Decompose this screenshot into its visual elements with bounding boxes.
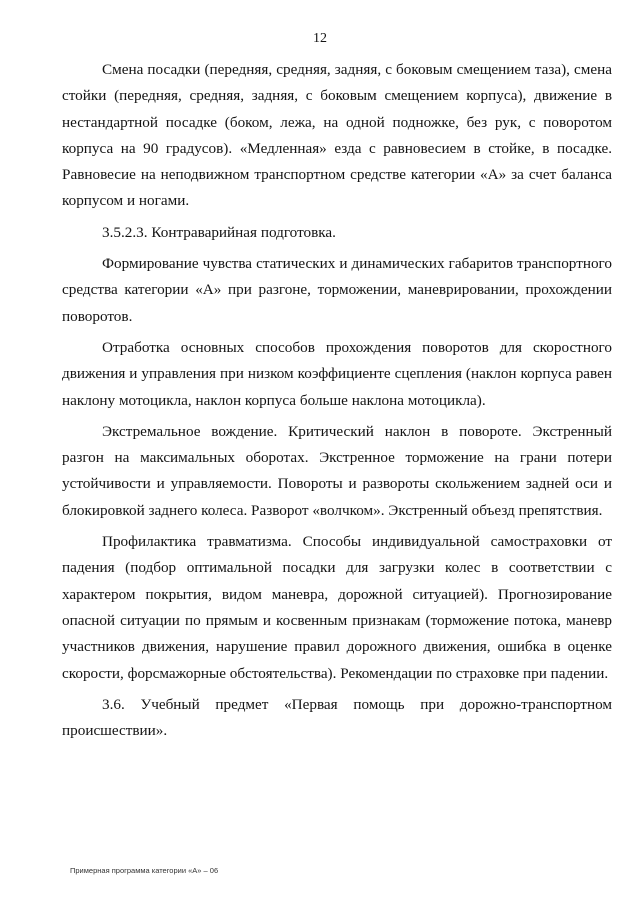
page-footer: Примерная программа категории «А» – 06 [70, 866, 219, 875]
paragraph-seating-changes: Смена посадки (передняя, средняя, задняя, с боковым смещением таза), смена стойки (передняя, средняя, задняя, с боковым смещением корпуса), движение в нестандартной посадке (боком, лежа, на одной подножке, без рук, с поворотом корпуса на 90 градусов). «Медленная» езда с равновесием в стойке, в посадке. Равновесие на неподвижном транспортном средстве категории «А» за счет баланса корпусом и ногами. [62, 61, 612, 210]
document-body [62, 57, 612, 749]
section-heading-3-5-2-3: 3.5.2.3. Контраварийная подготовка. [102, 223, 336, 241]
paragraph-dimensions-sense: Формирование чувства статических и динамических габаритов транспортного средства категории «А» при разгоне, торможении, маневрировании, прохождении поворотов. [62, 255, 612, 325]
section-heading-3-6: 3.6. Учебный предмет «Первая помощь при дорожно-транспортном происшествии». [62, 695, 612, 740]
paragraph-turning-methods: Отработка основных способов прохождения поворотов для скоростного движения и управления при низком коэффициенте сцепления (наклон корпуса равен наклону мотоцикла, наклон корпуса больше наклона мотоцикла). [62, 338, 612, 409]
paragraph-extreme-driving: Экстремальное вождение. Критический наклон в повороте. Экстренный разгон на максимальных оборотах. Экстренное торможение на грани потери устойчивости и управляемости. Повороты и развороты скольжением задней оси и блокировкой заднего колеса. Разворот «волчком». Экстренный объезд препятствия. [62, 422, 612, 519]
page-number: 12 [313, 31, 327, 46]
paragraph-injury-prevention: Профилактика травматизма. Способы индивидуальной самостраховки от падения (подбор оптимальной посадки для загрузки колес в соответствии с характером покрытия, видом маневра, дорожной ситуацией). Прогнозирование опасной ситуации по прямым и косвенным признакам (торможение потока, маневр участников движения, нарушение правил дорожного движения, ошибка в оценке скорости, форсмажорные обстоятельства). Рекомендации по страховке при падении. [62, 533, 612, 682]
